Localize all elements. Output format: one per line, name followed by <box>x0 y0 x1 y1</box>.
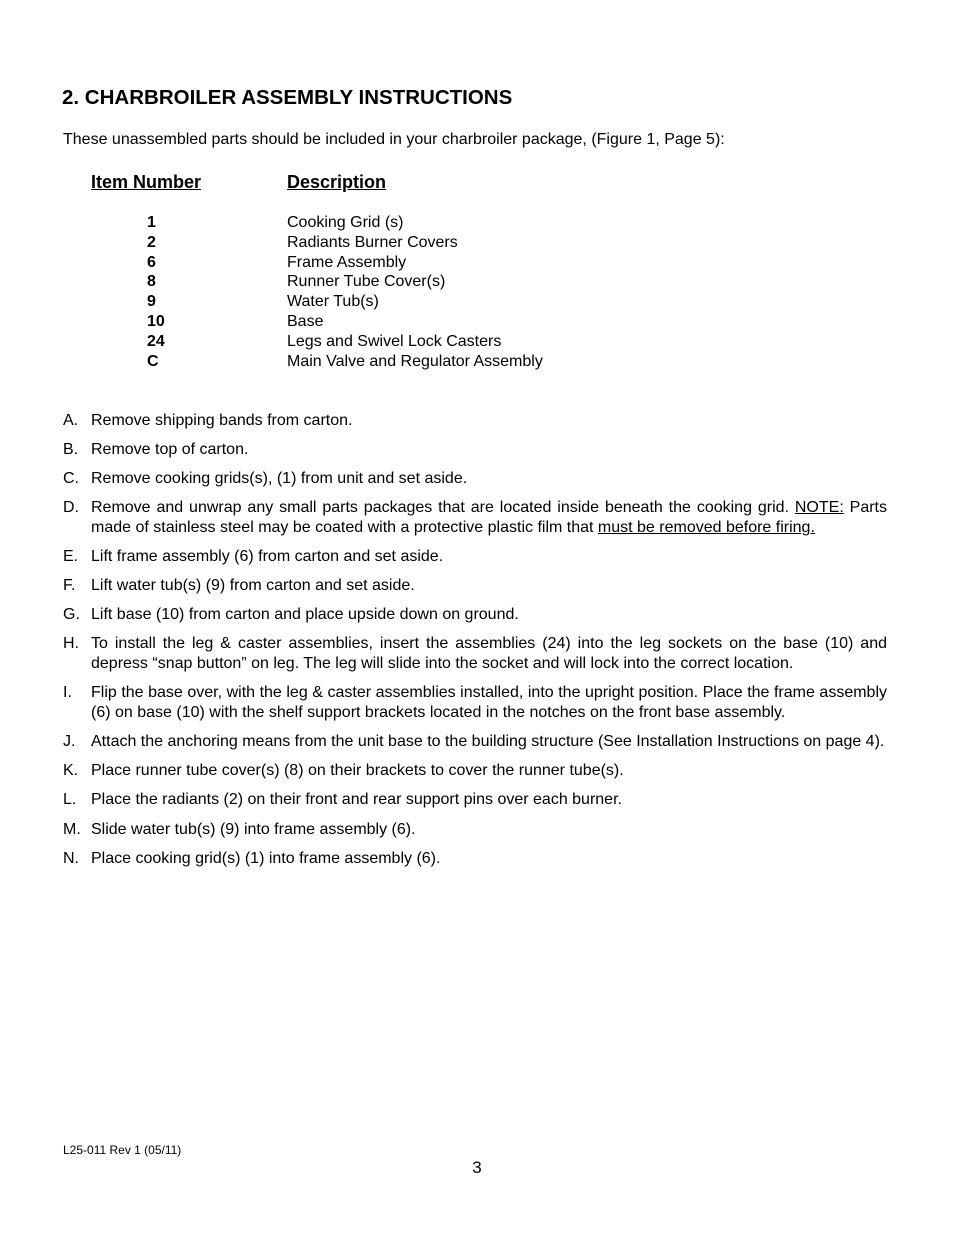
step-text: Remove and unwrap any small parts packages that are located inside beneath the cooking grid. <box>91 499 795 517</box>
note-label: NOTE: <box>794 499 844 517</box>
part-row <box>0 213 954 233</box>
column-header-description: Description <box>287 172 387 192</box>
step-text: Flip the base over, with the leg & caster assemblies installed, into the upright position. Place the frame assembly (6) on base (10) with the shelf support brackets located in the notches on the front base assembly. <box>91 684 887 722</box>
assembly-steps <box>63 411 887 878</box>
step-letter: L. <box>63 791 77 809</box>
step-a <box>63 411 887 431</box>
step-letter: E. <box>63 548 79 566</box>
step-j <box>63 732 887 752</box>
step-l <box>63 790 887 810</box>
step-f <box>63 576 887 596</box>
step-letter: J. <box>63 733 76 751</box>
part-row <box>0 332 954 352</box>
step-m <box>63 820 887 840</box>
step-text: Place the radiants (2) on their front and rear support pins over each burner. <box>91 791 622 809</box>
step-text: Attach the anchoring means from the unit base to the building structure (See Installation Instructions on page 4). <box>91 733 885 751</box>
step-text: Lift water tub(s) (9) from carton and set aside. <box>91 577 415 595</box>
step-letter: H. <box>63 635 79 653</box>
part-item-number: 6 <box>147 253 156 271</box>
step-text: Remove shipping bands from carton. <box>91 412 353 429</box>
step-k <box>63 761 887 781</box>
step-letter: G. <box>63 606 80 624</box>
part-item-number: 1 <box>147 214 156 231</box>
part-row <box>0 292 954 312</box>
step-letter: M. <box>63 820 81 838</box>
step-b <box>63 440 887 460</box>
part-row <box>0 272 954 292</box>
step-letter: A. <box>63 412 79 429</box>
parts-list <box>0 213 954 371</box>
warning-emphasis: must be removed before firing. <box>597 519 815 537</box>
step-letter: B. <box>63 441 79 459</box>
intro-text: These unassembled parts should be included in your charbroiler package, (Figure 1, Page 5): <box>63 131 725 148</box>
column-header-item-number: Item Number <box>91 172 202 192</box>
part-description: Runner Tube Cover(s) <box>287 273 446 291</box>
step-text: Remove cooking grids(s), (1) from unit and set aside. <box>91 470 468 488</box>
part-item-number: 9 <box>147 293 156 311</box>
step-letter: D. <box>63 499 79 517</box>
part-item-number: 2 <box>147 233 156 251</box>
step-n <box>63 849 887 869</box>
part-description: Cooking Grid (s) <box>287 214 404 231</box>
step-h <box>63 634 887 674</box>
part-row <box>0 233 954 253</box>
step-text: Lift base (10) from carton and place upside down on ground. <box>91 606 519 624</box>
part-item-number: 10 <box>147 312 165 330</box>
step-text: To install the leg & caster assemblies, insert the assemblies (24) into the leg sockets on the base (10) and depress “snap button” on leg. The leg will slide into the socket and will lock into the correct location. <box>91 635 887 673</box>
step-text: Remove top of carton. <box>91 441 249 459</box>
step-letter: N. <box>63 849 79 867</box>
step-text: Slide water tub(s) (9) into frame assembly (6). <box>91 820 416 838</box>
part-item-number: 24 <box>147 332 165 350</box>
document-code: L25-011 Rev 1 (05/11) <box>63 1143 182 1157</box>
part-item-number: C <box>147 352 159 370</box>
step-letter: F. <box>63 577 76 595</box>
step-e <box>63 547 887 567</box>
part-description: Legs and Swivel Lock Casters <box>287 332 502 350</box>
step-letter: I. <box>63 684 72 702</box>
page-number: 3 <box>472 1158 482 1177</box>
step-text: Place runner tube cover(s) (8) on their brackets to cover the runner tube(s). <box>91 762 624 780</box>
part-row <box>0 352 954 372</box>
part-row <box>0 312 954 332</box>
step-text: Place cooking grid(s) (1) into frame assembly (6). <box>91 849 441 867</box>
step-c <box>63 469 887 489</box>
part-description: Base <box>287 312 324 330</box>
part-description: Frame Assembly <box>287 253 407 271</box>
step-i <box>63 683 887 723</box>
part-description: Radiants Burner Covers <box>287 233 458 251</box>
step-text-continued: Parts made of stainless steel may be coated with a protective plastic film that <box>91 499 887 537</box>
part-item-number: 8 <box>147 273 156 291</box>
section-heading: 2. CHARBROILER ASSEMBLY INSTRUCTIONS <box>62 86 513 109</box>
part-description: Main Valve and Regulator Assembly <box>287 352 543 370</box>
step-letter: C. <box>63 470 79 488</box>
step-d <box>63 498 887 538</box>
step-g <box>63 605 887 625</box>
step-letter: K. <box>63 762 79 780</box>
part-description: Water Tub(s) <box>287 293 379 311</box>
step-text: Lift frame assembly (6) from carton and set aside. <box>91 548 444 566</box>
part-row <box>0 253 954 273</box>
